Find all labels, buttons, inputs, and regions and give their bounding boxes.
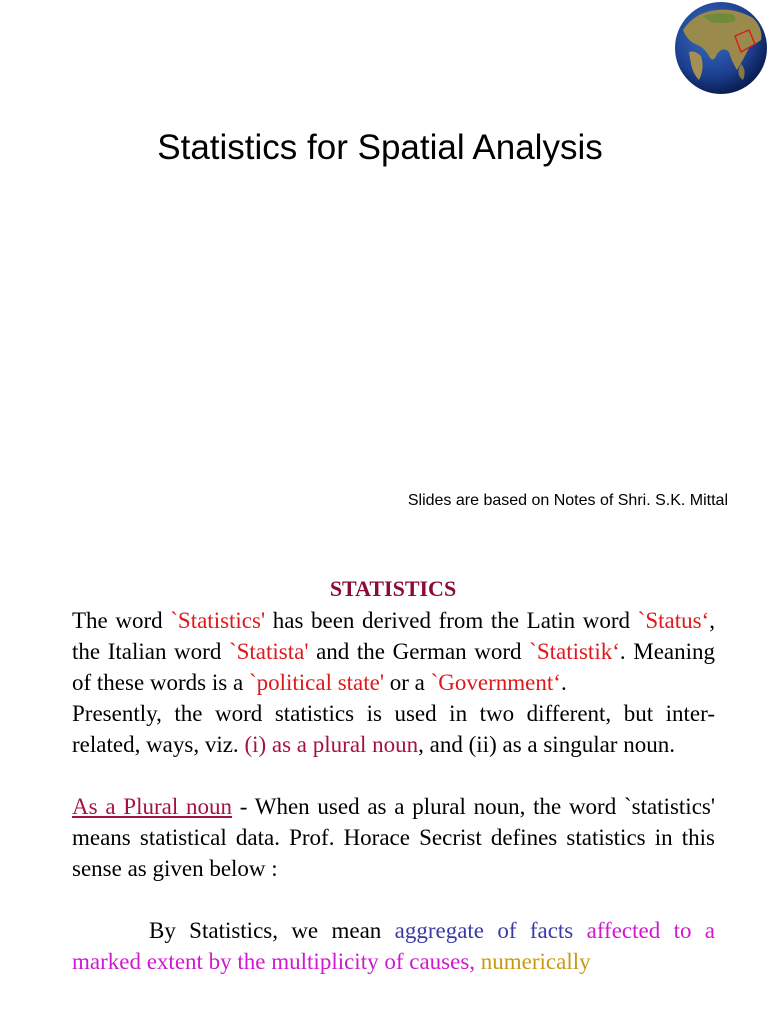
text: or a <box>384 670 431 695</box>
text: , the Italian word <box>72 608 715 664</box>
slide-title: Statistics for Spatial Analysis <box>157 128 603 167</box>
keyword-statista: `Statista' <box>228 639 309 664</box>
paragraph-plural-noun <box>72 791 715 884</box>
highlight-plural-noun: (i) as a plural noun <box>244 732 419 757</box>
section-heading: STATISTICS <box>329 576 457 601</box>
body-text <box>72 605 715 977</box>
phrase-affected: affected to a marked extent by the multiplicity of causes, <box>72 918 716 974</box>
paragraph-usage <box>72 698 715 760</box>
paragraph-etymology <box>72 605 715 698</box>
text: Presently, the word statistics is used in two different, but inter-related, ways, viz. <box>72 701 715 757</box>
keyword-statistics: `Statistics' <box>170 608 266 633</box>
phrase-aggregate: aggregate of facts <box>394 918 574 943</box>
spacer <box>72 760 715 791</box>
text <box>573 918 586 943</box>
keyword-political-state: `political state' <box>248 670 385 695</box>
text: , and (ii) as a singular noun. <box>418 732 675 757</box>
phrase-numerically: numerically <box>480 949 591 974</box>
text: . <box>560 670 567 695</box>
keyword-status: `Status‘ <box>637 608 710 633</box>
text: has been derived from the Latin word <box>265 608 638 633</box>
text: and the German word <box>308 639 530 664</box>
credit-note: Slides are based on Notes of Shri. S.K. Mittal <box>407 492 728 509</box>
paragraph-definition <box>72 915 715 977</box>
spacer <box>72 884 715 915</box>
text: By Statistics, we mean <box>149 918 395 943</box>
text: The word <box>72 608 171 633</box>
globe-icon <box>673 0 768 96</box>
keyword-statistik: `Statistik‘ <box>529 639 620 664</box>
text: - When used as a plural noun, the word `statistics' means statistical data. Prof. Horace Secrist defines statistics in this sense as given below : <box>72 794 715 881</box>
text: . Meaning of these words is a <box>72 639 716 695</box>
subheading-plural-noun: As a Plural noun <box>72 794 232 819</box>
keyword-government: `Government‘ <box>430 670 561 695</box>
